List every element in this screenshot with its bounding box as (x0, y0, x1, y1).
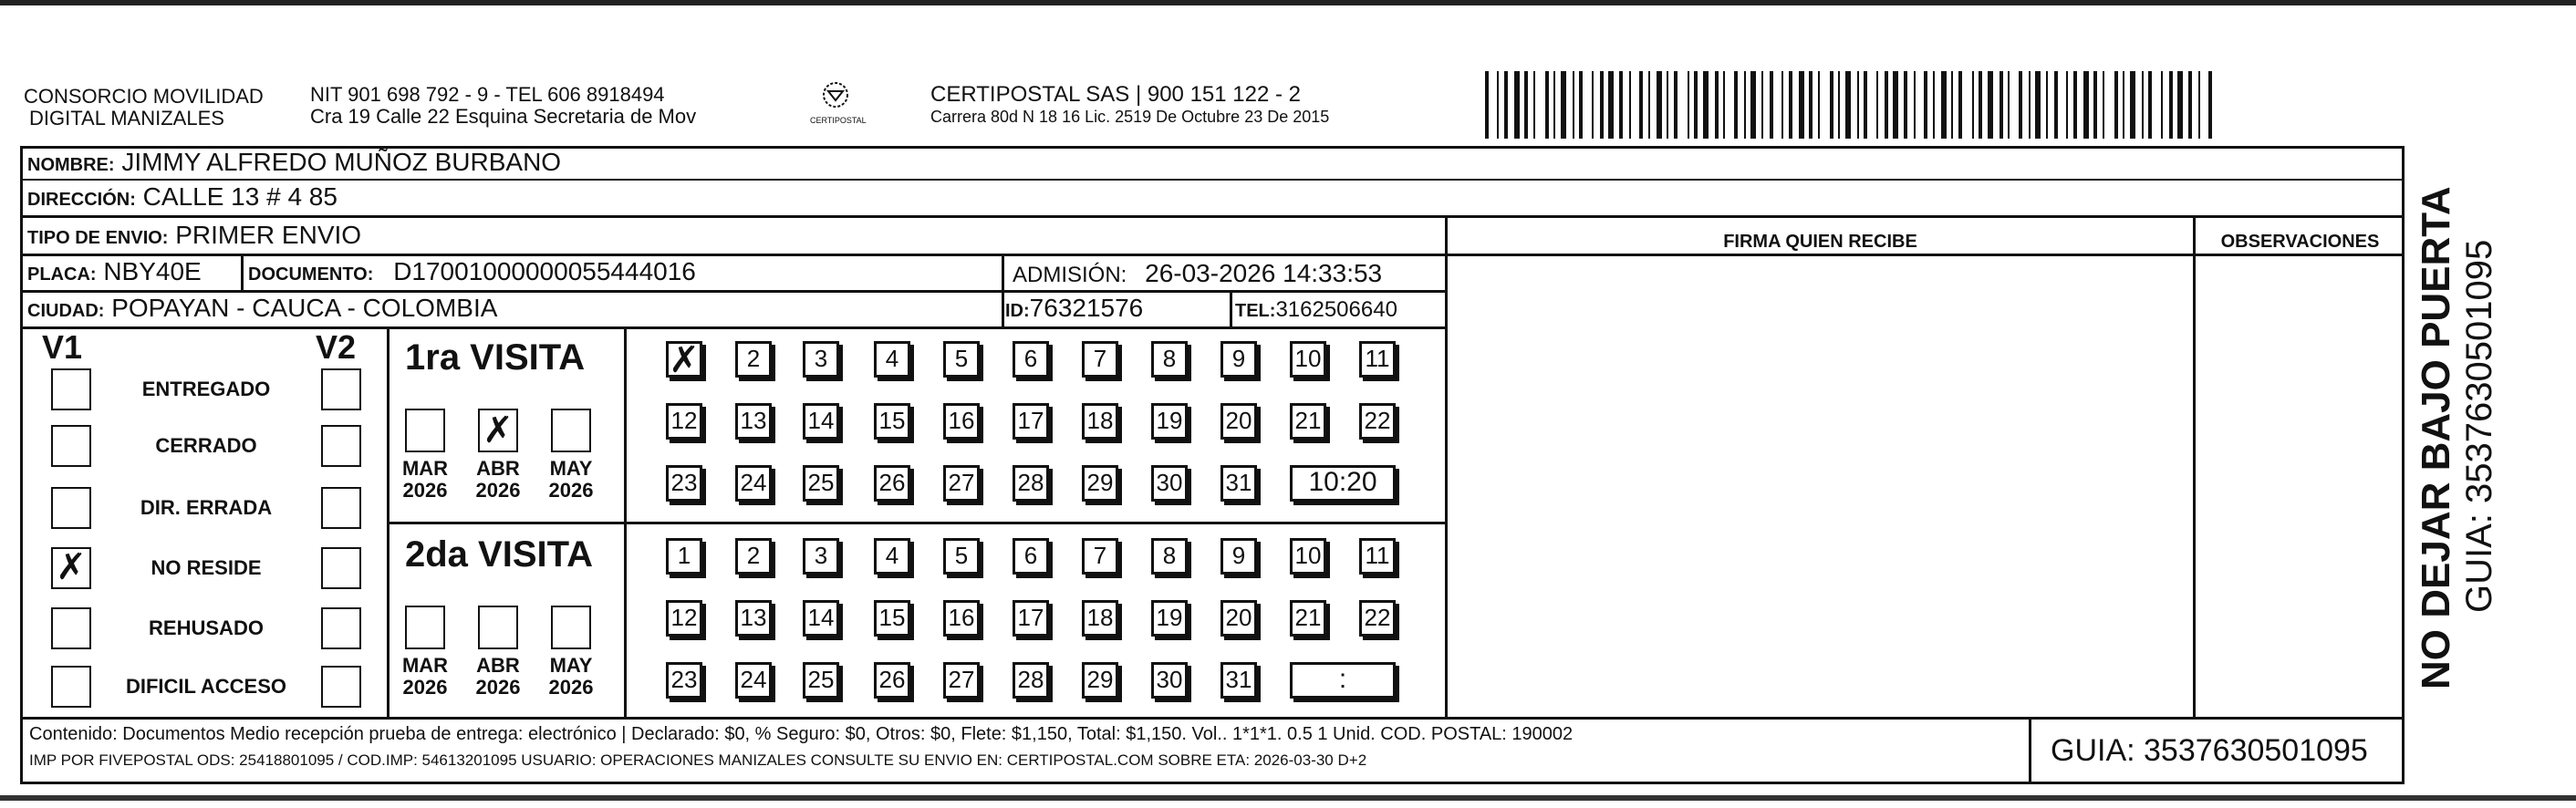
nombre-label: NOMBRE: (27, 155, 115, 175)
tipo-envio-value: PRIMER ENVIO (175, 221, 362, 249)
barcode-bar (2208, 71, 2212, 139)
day-box[interactable]: 10 (1290, 341, 1326, 378)
documento-field (248, 257, 696, 289)
day-box[interactable]: 15 (874, 403, 910, 440)
barcode-bar (2123, 71, 2124, 139)
company-nit: NIT 901 698 792 - 9 - TEL 606 8918494 (310, 83, 665, 106)
day-box[interactable]: 17 (1013, 600, 1049, 637)
footer-guia: GUIA: 3537630501095 (2051, 733, 2368, 768)
id-field (1005, 294, 1143, 326)
ciudad-label: CIUDAD: (27, 301, 105, 321)
placa-field (27, 257, 202, 289)
barcode-bar (1893, 71, 1898, 139)
day-box[interactable]: 12 (666, 600, 702, 637)
barcode-bar (1789, 71, 1792, 139)
day-box[interactable]: 16 (943, 600, 980, 637)
v2-checkbox[interactable] (321, 368, 361, 410)
status-label: DIFICIL ACCESO (125, 675, 286, 698)
day-box[interactable]: 6 (1013, 341, 1049, 378)
day-box[interactable]: 19 (1151, 403, 1188, 440)
barcode-bar (1838, 71, 1840, 139)
barcode-bar (1667, 71, 1668, 139)
day-box[interactable]: 23 (666, 465, 702, 502)
row-line (20, 215, 2405, 218)
ciudad-field (27, 294, 497, 326)
month-label: MAR (401, 457, 449, 480)
month-label: MAR (401, 654, 449, 677)
month-checkbox[interactable] (405, 606, 445, 649)
v2-checkbox[interactable] (321, 607, 361, 649)
check-mark: ✗ (483, 409, 514, 451)
barcode-bar (1674, 71, 1678, 139)
status-label: DIR. ERRADA (140, 496, 273, 519)
month-checkbox[interactable] (405, 409, 445, 452)
month-year: 2026 (402, 479, 448, 502)
month-year: 2026 (402, 676, 448, 699)
barcode-bar (2130, 71, 2135, 139)
carrier-address: Carrera 80d N 18 16 Lic. 2519 De Octubre 23 De 2015 (930, 108, 1330, 126)
observaciones-header (2196, 224, 2405, 256)
day-box[interactable]: 30 (1151, 465, 1188, 502)
barcode-bar (1761, 71, 1763, 139)
v1-checkbox[interactable] (51, 487, 91, 529)
day-box[interactable]: 27 (943, 465, 980, 502)
barcode-bar (1619, 71, 1623, 139)
day-box[interactable]: 24 (735, 465, 772, 502)
day-box[interactable]: 13 (735, 403, 772, 440)
month-year: 2026 (548, 676, 594, 699)
certipostal-logo-icon (817, 80, 854, 111)
barcode-bar (1579, 71, 1583, 139)
day-box[interactable]: 15 (874, 600, 910, 637)
barcode-bar (1864, 71, 1867, 139)
day-box[interactable]: 14 (803, 403, 839, 440)
day-box[interactable]: 4 (874, 341, 910, 378)
day-box[interactable]: 1 (666, 538, 702, 575)
day-box[interactable]: 25 (803, 662, 839, 699)
day-box[interactable]: 6 (1013, 538, 1049, 575)
barcode-bar (1514, 71, 1520, 139)
barcode-bar (1504, 71, 1508, 139)
barcode-bar (1799, 71, 1804, 139)
day-box[interactable]: 31 (1220, 465, 1257, 502)
tel-value: 3162506640 (1275, 297, 1397, 322)
status-label: REHUSADO (149, 616, 264, 639)
barcode-bar (2142, 71, 2144, 139)
firma-label: FIRMA QUIEN RECIBE (1723, 232, 1917, 252)
barcode-bar (1770, 71, 1773, 139)
col-line (1445, 217, 1448, 717)
v2-label: V2 (316, 328, 357, 366)
day-box[interactable]: 9 (1220, 341, 1257, 378)
day-box[interactable]: 13 (735, 600, 772, 637)
status-label: NO RESIDE (151, 556, 262, 579)
barcode-bar (2161, 71, 2163, 139)
v1-checkbox[interactable] (51, 368, 91, 410)
footer-line2: IMP POR FIVEPOSTAL ODS: 25418801095 / COD.IMP: 54613201095 USUARIO: OPERACIONES MANIZALES CONSULTE SU ENVIO EN: CERTIPOSTAL.COM SOBRE ETA: 2026-03-30 D+2 (29, 751, 1367, 769)
v2-checkbox[interactable] (321, 425, 361, 467)
barcode-bar (1545, 71, 1549, 139)
barcode-bar (1750, 71, 1756, 139)
day-box[interactable]: 28 (1013, 662, 1049, 699)
nombre-value: JIMMY ALFREDO MUÑOZ BURBANO (121, 148, 562, 176)
barcode-bar (1885, 71, 1888, 139)
barcode-bar (1734, 71, 1738, 139)
day-box[interactable]: 30 (1151, 662, 1188, 699)
day-box[interactable]: 18 (1082, 600, 1118, 637)
barcode-bar (1648, 71, 1650, 139)
firma-header (1448, 224, 2193, 256)
id-value: 76321576 (1029, 294, 1144, 322)
day-box[interactable]: 24 (735, 662, 772, 699)
day-box[interactable]: 16 (943, 403, 980, 440)
company-contact (310, 84, 696, 128)
day-box[interactable]: 21 (1290, 403, 1326, 440)
barcode-bar (1592, 71, 1594, 139)
row-line (20, 254, 1445, 256)
v1-checkbox[interactable] (51, 607, 91, 649)
barcode-bar (1497, 71, 1499, 139)
barcode-bar (1845, 71, 1851, 139)
observaciones-label: OBSERVACIONES (2220, 232, 2380, 252)
barcode-bar (1972, 71, 1974, 139)
placa-label: PLACA: (27, 264, 97, 285)
barcode-bar (1830, 71, 1833, 139)
barcode-bar (1988, 71, 1993, 139)
month-year: 2026 (475, 676, 521, 699)
placa-value: NBY40E (103, 257, 202, 285)
col-line (2193, 217, 2196, 717)
col-line (2029, 717, 2031, 784)
day-box[interactable]: 29 (1082, 662, 1118, 699)
side-warning: NO DEJAR BAJO PUERTA (2414, 186, 2458, 689)
month-checkbox[interactable] (551, 409, 591, 452)
time-box[interactable]: : (1290, 662, 1396, 699)
day-box[interactable]: 4 (874, 538, 910, 575)
barcode-bar (1723, 71, 1725, 139)
barcode (1485, 71, 2217, 139)
barcode-bar (2073, 71, 2077, 139)
day-box[interactable]: 2 (735, 538, 772, 575)
day-box[interactable]: 5 (943, 538, 980, 575)
barcode-bar (2198, 71, 2200, 139)
barcode-bar (1904, 71, 1907, 139)
day-box[interactable]: 11 (1359, 341, 1396, 378)
barcode-bar (2008, 71, 2010, 139)
day-box[interactable]: 20 (1220, 600, 1257, 637)
barcode-bar (1600, 71, 1604, 139)
month-label: MAY (549, 654, 593, 677)
direccion-value: CALLE 13 # 4 85 (142, 182, 338, 211)
id-label: ID: (1005, 301, 1030, 321)
month-label: MAY (549, 457, 593, 480)
barcode-bar (1629, 71, 1631, 139)
barcode-bar (1818, 71, 1820, 139)
barcode-bar (2066, 71, 2068, 139)
day-box[interactable]: 8 (1151, 341, 1188, 378)
barcode-bar (1553, 71, 1555, 139)
barcode-bar (2054, 71, 2058, 139)
day-box[interactable]: 19 (1151, 600, 1188, 637)
barcode-bar (2019, 71, 2022, 139)
tipo-envio-row (27, 221, 361, 253)
ciudad-value: POPAYAN - CAUCA - COLOMBIA (111, 294, 498, 322)
day-box[interactable]: 3 (803, 538, 839, 575)
month-checkbox[interactable] (478, 606, 518, 649)
certipostal-logo-text: CERTIPOSTAL (810, 116, 867, 125)
barcode-bar (1781, 71, 1783, 139)
visit-title: 2da VISITA (405, 534, 593, 575)
barcode-bar (1715, 71, 1719, 139)
scan-top-edge (0, 0, 2576, 5)
barcode-bar (1744, 71, 1746, 139)
barcode-bar (1573, 71, 1574, 139)
barcode-bar (2169, 71, 2173, 139)
day-box[interactable]: 25 (803, 465, 839, 502)
day-box[interactable]: 17 (1013, 403, 1049, 440)
month-year: 2026 (548, 479, 594, 502)
tel-field (1235, 295, 1397, 326)
day-box[interactable]: 10 (1290, 538, 1326, 575)
barcode-bar (2000, 71, 2003, 139)
company-address: Cra 19 Calle 22 Esquina Secretaria de Mov (310, 105, 697, 128)
barcode-bar (2177, 71, 2183, 139)
barcode-bar (2148, 71, 2152, 139)
status-label: ENTREGADO (141, 378, 271, 400)
company-name-line1: CONSORCIO MOVILIDAD (24, 85, 264, 108)
barcode-bar (1533, 71, 1535, 139)
col-line (1002, 254, 1004, 328)
row-line (20, 717, 2405, 720)
direccion-row (27, 182, 338, 214)
v1-checkbox[interactable] (51, 666, 91, 708)
documento-label: DOCUMENTO: (248, 264, 374, 285)
day-box[interactable]: 29 (1082, 465, 1118, 502)
v2-checkbox[interactable] (321, 487, 361, 529)
day-box[interactable] (666, 339, 702, 381)
barcode-bar (2083, 71, 2089, 139)
nombre-row (27, 148, 561, 180)
day-box[interactable]: 11 (1359, 538, 1396, 575)
barcode-bar (2103, 71, 2104, 139)
barcode-bar (1941, 71, 1947, 139)
barcode-bar (1933, 71, 1935, 139)
visit-title: 1ra VISITA (405, 337, 586, 378)
day-box[interactable]: 2 (735, 341, 772, 378)
day-box[interactable]: 5 (943, 341, 980, 378)
barcode-bar (1485, 71, 1489, 139)
barcode-bar (1958, 71, 1962, 139)
v1-checkbox[interactable] (51, 547, 91, 589)
day-box[interactable]: 9 (1220, 538, 1257, 575)
col-line (387, 522, 1445, 524)
day-box[interactable]: 28 (1013, 465, 1049, 502)
barcode-bar (2029, 71, 2031, 139)
day-box[interactable]: 14 (803, 600, 839, 637)
barcode-bar (1608, 71, 1614, 139)
day-box[interactable]: 23 (666, 662, 702, 699)
admision-value: 26-03-2026 14:33:53 (1145, 259, 1383, 287)
direccion-label: DIRECCIÓN: (27, 190, 136, 210)
day-box[interactable]: 27 (943, 662, 980, 699)
col-line (241, 254, 244, 292)
tipo-envio-label: TIPO DE ENVIO: (27, 228, 169, 248)
admision-field (1013, 259, 1382, 290)
day-box[interactable]: 22 (1359, 600, 1396, 637)
v1-label: V1 (42, 328, 83, 366)
barcode-bar (1688, 71, 1689, 139)
barcode-bar (1524, 71, 1528, 139)
barcode-bar (1694, 71, 1698, 139)
side-guia: GUIA: 3537630501095 (2459, 239, 2499, 613)
barcode-bar (2035, 71, 2041, 139)
barcode-bar (1561, 71, 1566, 139)
check-mark: ✗ (56, 546, 87, 588)
day-box[interactable]: 20 (1220, 403, 1257, 440)
barcode-bar (1951, 71, 1953, 139)
barcode-bar (2046, 71, 2048, 139)
day-box[interactable]: 7 (1082, 538, 1118, 575)
day-box[interactable]: 18 (1082, 403, 1118, 440)
certipostal-logo (810, 80, 867, 131)
v2-checkbox[interactable] (321, 666, 361, 708)
barcode-bar (2114, 71, 2118, 139)
month-label: ABR (476, 654, 520, 677)
day-box[interactable]: 31 (1220, 662, 1257, 699)
company-name (24, 86, 264, 129)
barcode-bar (1657, 71, 1662, 139)
status-label: CERRADO (155, 434, 257, 457)
v2-checkbox[interactable] (321, 547, 361, 589)
footer-line1: Contenido: Documentos Medio recepción prueba de entrega: electrónico | Declarado: $0, % Seguro: $0, Otros: $0, Flete: $1,150, Total: $1,150. Vol.. 1*1*1. 0.5 1 Unid. COD. POSTAL: 190002 (29, 724, 1574, 744)
documento-value: D17001000000055444016 (393, 257, 696, 285)
day-box[interactable]: 21 (1290, 600, 1326, 637)
company-name-line2: DIGITAL MANIZALES (29, 107, 224, 129)
time-box[interactable]: 10:20 (1290, 465, 1396, 502)
v1-checkbox[interactable] (51, 425, 91, 467)
month-year: 2026 (475, 479, 521, 502)
day-box[interactable]: 12 (666, 403, 702, 440)
col-line (1230, 290, 1232, 328)
month-label: ABR (476, 457, 520, 480)
tel-label: TEL: (1235, 301, 1276, 321)
barcode-bar (1857, 71, 1859, 139)
month-checkbox[interactable] (478, 409, 518, 452)
day-box[interactable]: 26 (874, 662, 910, 699)
check-mark: ✗ (669, 339, 700, 381)
barcode-bar (2188, 71, 2192, 139)
barcode-bar (1914, 71, 1916, 139)
day-box[interactable]: 7 (1082, 341, 1118, 378)
day-box[interactable]: 8 (1151, 538, 1188, 575)
barcode-bar (2093, 71, 2097, 139)
day-box[interactable]: 26 (874, 465, 910, 502)
month-checkbox[interactable] (551, 606, 591, 649)
admision-label: ADMISIÓN: (1013, 263, 1127, 287)
barcode-bar (1876, 71, 1878, 139)
barcode-bar (1703, 71, 1709, 139)
barcode-bar (1924, 71, 1927, 139)
barcode-bar (1639, 71, 1643, 139)
barcode-bar (1979, 71, 1982, 139)
day-box[interactable]: 3 (803, 341, 839, 378)
carrier-name: CERTIPOSTAL SAS | 900 151 122 - 2 (930, 82, 1301, 107)
carrier-info (930, 84, 1329, 128)
day-box[interactable]: 22 (1359, 403, 1396, 440)
scan-bottom-edge (0, 795, 2576, 801)
barcode-bar (1809, 71, 1813, 139)
